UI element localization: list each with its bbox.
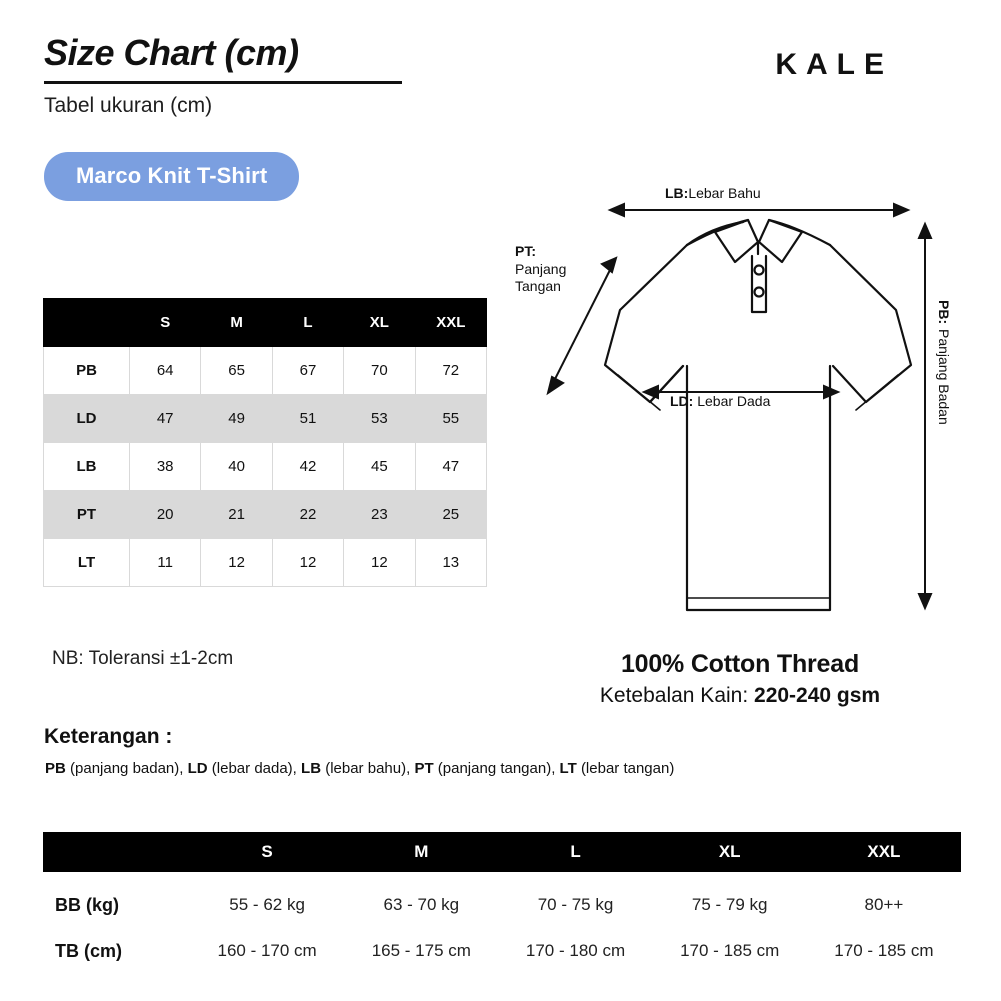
body-size-table (43, 832, 961, 972)
page-title: Size Chart (cm) (44, 32, 299, 73)
cell-pb-s: 64 (130, 347, 201, 395)
table-header-row (44, 299, 487, 347)
cell-pt-l: 22 (272, 491, 343, 539)
cell-ld-xxl: 55 (415, 395, 486, 443)
size-col-s: S (130, 299, 201, 347)
brand-logo: KALE (775, 48, 893, 81)
label-lebar-dada (670, 393, 770, 411)
label-ld-text: Lebar Dada (697, 393, 771, 409)
cell-pt-m: 21 (201, 491, 272, 539)
size-col-xl: XL (344, 299, 415, 347)
cell-pb-xl: 70 (344, 347, 415, 395)
cell-tb-xxl: 170 - 185 cm (834, 941, 934, 960)
cell-lt-xxl: 13 (415, 539, 486, 587)
body-size-row-label-tb: TB (cm) (55, 940, 122, 961)
legend-desc-pt: (panjang tangan), (437, 760, 556, 777)
size-col-l: L (272, 299, 343, 347)
cell-bb-xl: 75 - 79 kg (691, 895, 768, 914)
table-row (44, 539, 487, 587)
label-panjang-badan (932, 300, 954, 429)
body-size-row-label-bb: BB (kg) (55, 894, 119, 915)
size-col-m: M (201, 299, 272, 347)
material-composition: 100% Cotton Thread (620, 650, 860, 678)
cell-bb-s: 55 - 62 kg (229, 895, 305, 914)
label-pt-code: PT: (515, 243, 536, 259)
body-size-col-m: M (414, 842, 429, 861)
table-row (44, 491, 487, 539)
cell-lb-m: 40 (201, 443, 272, 491)
body-size-col-xl: XL (718, 842, 741, 861)
cell-pt-xl: 23 (344, 491, 415, 539)
cell-lt-l: 12 (272, 539, 343, 587)
table-row (43, 930, 961, 972)
size-measurements-table (43, 298, 487, 587)
row-label-lt: LT (44, 539, 130, 587)
cell-ld-s: 47 (130, 395, 201, 443)
table-row (44, 395, 487, 443)
cell-lt-m: 12 (201, 539, 272, 587)
cell-lb-s: 38 (130, 443, 201, 491)
tolerance-note: NB: Toleransi ±1-2cm (52, 648, 234, 669)
label-lebar-bahu (665, 185, 761, 203)
title-underline (44, 81, 402, 84)
table-corner-cell (44, 299, 130, 347)
cell-lb-xxl: 47 (415, 443, 486, 491)
cell-pb-m: 65 (201, 347, 272, 395)
body-size-col-xxl: XXL (867, 842, 901, 861)
legend-desc-pb: (panjang badan), (70, 760, 184, 777)
legend-code-pt: PT (414, 760, 434, 777)
cell-lb-xl: 45 (344, 443, 415, 491)
row-label-ld: LD (44, 395, 130, 443)
cell-tb-xl: 170 - 185 cm (680, 941, 780, 960)
table-row (44, 347, 487, 395)
cell-lt-xl: 12 (344, 539, 415, 587)
row-label-lb: LB (44, 443, 130, 491)
body-size-header-row (43, 832, 961, 872)
cell-pt-s: 20 (130, 491, 201, 539)
legend-text (45, 760, 674, 777)
label-pt-text-1: Panjang (515, 260, 567, 277)
product-name-badge: Marco Knit T-Shirt (44, 152, 299, 201)
cell-tb-s: 160 - 170 cm (217, 941, 317, 960)
cell-tb-l: 170 - 180 cm (525, 941, 626, 960)
cell-pb-l: 67 (272, 347, 343, 395)
legend-code-lt: LT (559, 760, 577, 777)
legend-code-pb: PB (45, 760, 66, 777)
legend-title: Keterangan : (44, 725, 173, 748)
label-lb-text: Lebar Bahu (688, 185, 761, 201)
cell-bb-l: 70 - 75 kg (537, 895, 614, 914)
title-block (44, 32, 464, 120)
legend-desc-lt: (lebar tangan) (580, 760, 675, 777)
label-lb-code: LB: (665, 185, 689, 201)
label-ld-code: LD: (670, 393, 694, 409)
legend-desc-ld: (lebar dada), (211, 760, 297, 777)
legend-desc-lb: (lebar bahu), (325, 760, 411, 777)
page-subtitle: Tabel ukuran (cm) (44, 94, 213, 118)
cell-lt-s: 11 (130, 539, 201, 587)
label-panjang-tangan (515, 243, 566, 296)
table-row (44, 443, 487, 491)
legend-code-lb: LB (301, 760, 322, 777)
cell-ld-m: 49 (201, 395, 272, 443)
material-thickness-value: 220-240 gsm (754, 684, 881, 707)
label-pb-code: PB: (935, 300, 952, 325)
cell-pt-xxl: 25 (415, 491, 486, 539)
cell-ld-xl: 53 (344, 395, 415, 443)
cell-lb-l: 42 (272, 443, 343, 491)
cell-bb-m: 63 - 70 kg (383, 895, 460, 914)
size-col-xxl: XXL (415, 299, 486, 347)
cell-pb-xxl: 72 (415, 347, 486, 395)
body-size-col-l: L (570, 842, 581, 861)
body-size-col-s: S (261, 842, 273, 861)
legend-code-ld: LD (187, 760, 208, 777)
row-label-pb: PB (44, 347, 130, 395)
label-pt-text-2: Tangan (515, 278, 561, 294)
cell-bb-xxl: 80++ (864, 895, 904, 914)
material-thickness (500, 684, 980, 708)
row-label-pt: PT (44, 491, 130, 539)
cell-tb-m: 165 - 175 cm (371, 941, 471, 960)
table-row (43, 884, 961, 926)
material-info (500, 650, 980, 708)
cell-ld-l: 51 (272, 395, 343, 443)
material-thickness-label: Ketebalan Kain: (599, 684, 755, 707)
label-pb-text: Panjang Badan (935, 328, 952, 425)
